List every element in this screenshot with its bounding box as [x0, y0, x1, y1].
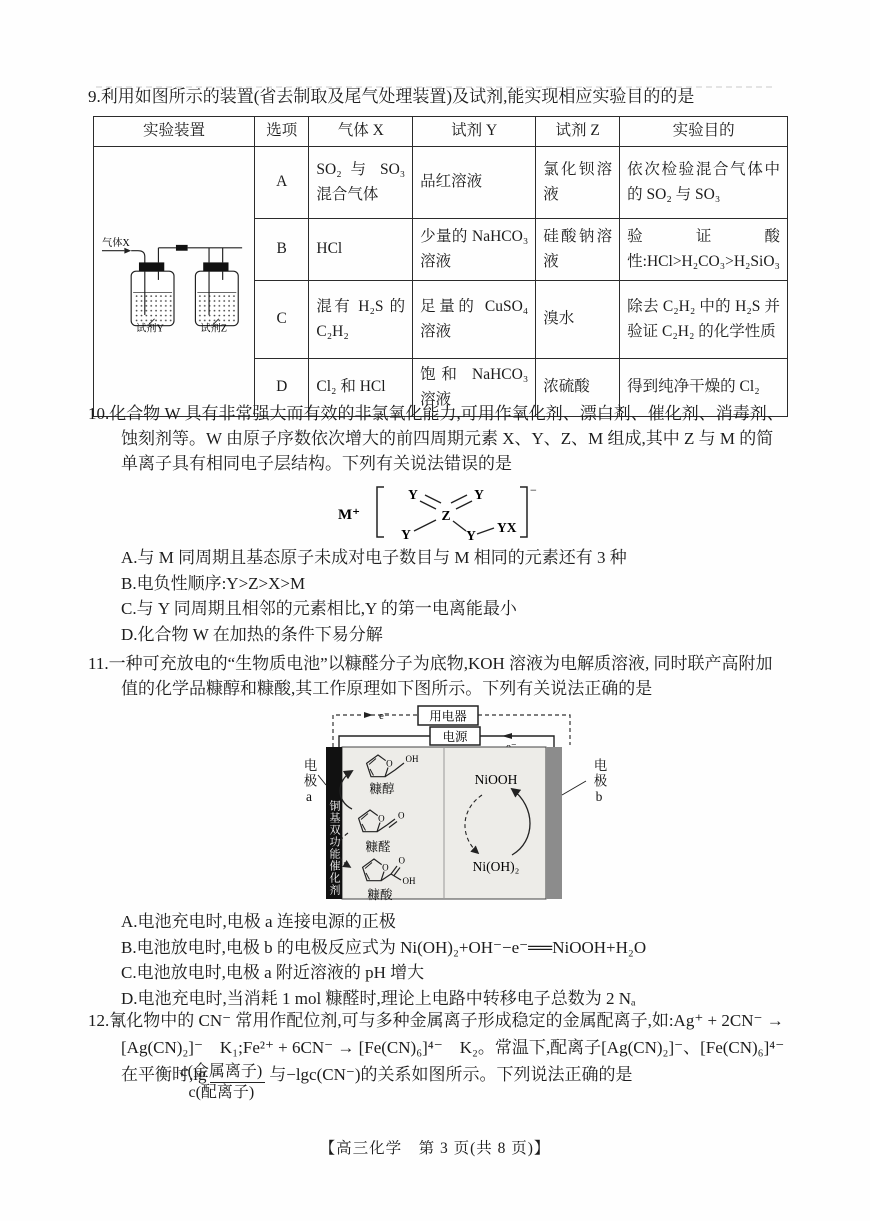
inlet-pipe: [131, 251, 145, 265]
oxygen-atom: O: [382, 862, 389, 873]
question-10: [88, 401, 788, 647]
q10-number: 10.: [88, 404, 110, 423]
q11-option-c: C.电池放电时,电极 a 附近溶液的 pH 增大: [121, 963, 425, 982]
right-bracket: [520, 487, 527, 537]
double-bond-left: [420, 501, 436, 509]
q9-a-gas: SO₂ 与 SO₃ 混合气体: [309, 147, 413, 219]
q10-structure-figure: [333, 479, 548, 543]
electron-label-left: e⁻: [379, 710, 390, 722]
oxygen-atom: O: [386, 758, 393, 769]
nioh2-label: Ni(OH)₂: [472, 859, 520, 874]
q11-option-a: A.电池充电时,电极 a 连接电源的正极: [121, 912, 396, 931]
atom-y-bottom-left: Y: [401, 527, 411, 542]
q11-options: [121, 909, 788, 1011]
battery-diagram: [300, 705, 610, 905]
atom-z-center: Z: [441, 508, 451, 523]
q9-col-purpose: 实验目的: [620, 117, 788, 147]
q9-b-option: B: [255, 219, 309, 281]
q9-c-gas: 混有 H₂S 的 C₂H₂: [309, 281, 413, 359]
q10-option-b: B.电负性顺序:Y>Z>X>M: [121, 573, 306, 593]
q9-b-purpose: 验证酸性:HCl>H₂CO₃>H₂SiO₃: [620, 219, 788, 281]
electrode-b-bar: [546, 747, 562, 899]
q11-option-d: D.电池充电时,当消耗 1 mol 糠醛时,理论上电路中转移电子总数为 2 Nₐ: [121, 988, 636, 1008]
left-bracket: [377, 487, 384, 537]
q10-stem: 10.化合物 W 具有非常强大而有效的非氯氧化能力,可用作氧化剂、漂白剂、催化剂、消毒剂、蚀刻剂等。W 由原子序数依次增大的前四周期元素 X、Y、Z、M 组成,其中 Z 与 M 的简单离子具有相同电子层结构。下列有关说法错误的是: [88, 404, 784, 473]
q9-b-reagent-z: 硅酸钠溶液: [536, 219, 620, 281]
atom-y-top-left: Y: [408, 487, 418, 502]
q9-col-reagent-z: 试剂 Z: [536, 117, 620, 147]
q9-col-option: 选项: [255, 117, 309, 147]
oxygen-atom: O: [378, 813, 385, 824]
question-11: [88, 651, 788, 1011]
question-9: [88, 84, 788, 417]
q9-d-reagent-y: 饱和 NaHCO₃ 溶液: [413, 359, 536, 417]
furoic-acid-label: 糠酸: [367, 888, 393, 902]
q9-stem: 9.利用如图所示的装置(省去制取及尾气处理装置)及试剂,能实现相应实验目的的是: [88, 87, 695, 106]
q9-d-purpose: 得到纯净干燥的 Cl₂: [620, 359, 788, 417]
q9-a-reagent-y: 品红溶液: [413, 147, 536, 219]
question-12: [88, 1007, 788, 1103]
q9-d-gas: Cl₂ 和 HCl: [309, 359, 413, 417]
fraction-numerator: c(金属离子): [180, 1062, 263, 1080]
bond-y-yx: [477, 528, 494, 534]
q11-number: 11.: [88, 654, 109, 673]
niooh-label: NiOOH: [474, 772, 518, 787]
reagent-y-label: 试剂Y: [136, 323, 164, 335]
group-yx: YX: [497, 520, 517, 535]
bottle-1-liquid: [133, 293, 172, 324]
carboxyl-oxygen: O: [398, 855, 405, 866]
load-label: 用电器: [429, 709, 467, 724]
q11-option-b: B.电池放电时,电极 b 的电极反应式为 Ni(OH)₂+OH⁻−e⁻══NiOOH+H₂O: [121, 937, 647, 957]
load-wire-left: [333, 715, 418, 747]
q9-apparatus-cell: [94, 147, 255, 417]
atom-y-top-right: Y: [474, 487, 484, 502]
furfuryl-alcohol-label: 糠醇: [369, 782, 395, 796]
q9-table: [93, 116, 788, 417]
q9-a-option: A: [255, 147, 309, 219]
q9-col-reagent-y: 试剂 Y: [413, 117, 536, 147]
furfural-label: 糠醛: [365, 840, 391, 854]
fraction-denominator: c(配离子): [210, 1082, 265, 1103]
q9-col-gas: 气体 X: [309, 117, 413, 147]
q11-stem: 11.一种可充放电的“生物质电池”以糠醛分子为底物,KOH 溶液为电解质溶液, 同时联产高附加值的化学品糠醇和糠酸,其工作原理如下图所示。下列有关说法正确的是: [88, 654, 773, 698]
q12-fraction: [180, 1062, 265, 1103]
q9-c-purpose: 除去 C₂H₂ 中的 H₂S 并验证 C₂H₂ 的化学性质: [620, 281, 788, 359]
q9-table-header-row: [94, 117, 788, 147]
q9-c-reagent-y: 足量的 CuSO₄ 溶液: [413, 281, 536, 359]
electrode-a-label: 电极a: [301, 758, 317, 806]
q12-number: 12.: [88, 1011, 110, 1030]
single-bond-left: [414, 520, 436, 531]
q10-option-c: C.与 Y 同周期且相邻的元素相比,Y 的第一电离能最小: [121, 599, 517, 618]
reagent-z-label: 试剂Z: [200, 323, 227, 335]
electrode-b-pointer: [562, 781, 586, 795]
source-wire-left: [339, 736, 430, 747]
q10-option-d: D.化合物 W 在加热的条件下易分解: [121, 624, 383, 644]
q9-c-reagent-z: 溴水: [536, 281, 620, 359]
electrode-a-pointer: [318, 775, 326, 785]
power-label: 电源: [442, 730, 468, 744]
battery-diagram-svg: [300, 705, 610, 905]
q9-b-gas: HCl: [309, 219, 413, 281]
electron-arrowhead-left: [364, 712, 373, 718]
q10-option-a: A.与 M 同周期且基态原子未成对电子数目与 M 相同的元素还有 3 种: [121, 548, 627, 567]
gas-x-label: 气体X: [101, 237, 130, 249]
gas-washing-apparatus: [101, 220, 247, 334]
carboxyl-hydroxyl: OH: [402, 876, 416, 886]
bottle-2-liquid: [197, 293, 236, 324]
q9-col-apparatus: 实验装置: [94, 117, 255, 147]
pipe-connector: [176, 245, 188, 251]
source-wire-right: [480, 736, 554, 747]
q10-options: [121, 545, 788, 647]
carbonyl-oxygen: O: [398, 810, 405, 821]
catalyst-label: 铜基双功能催化剂: [328, 800, 340, 896]
single-bond-right: [453, 521, 466, 531]
q12-stem: 12.氰化物中的 CN⁻ 常用作配位剂,可与多种金属离子形成稳定的金属配离子,如:Ag⁺ + 2CN⁻ → [Ag(CN)₂]⁻ K₁;Fe²⁺ + 6CN⁻ → [Fe(CN)₆]⁴⁻ K₂。常温下,配离子[Ag(CN)₂]⁻、[Fe(CN)₆]⁴⁻ 在平衡时,lg $\frac{\text{c(金属离子)}}{\text{c(配离子)}}$ 与−lgc(CN⁻)的关系如图所示。下列说法正确的是: [88, 1011, 785, 1101]
q9-a-purpose: 依次检验混合气体中的 SO₂ 与 SO₃: [620, 147, 788, 219]
q9-row-a: [94, 147, 788, 219]
q9-b-reagent-y: 少量的 NaHCO₃ 溶液: [413, 219, 536, 281]
load-wire-right: [478, 715, 570, 745]
q9-d-reagent-z: 浓硫酸: [536, 359, 620, 417]
bottle-2-stopper: [203, 262, 228, 271]
atom-y-bottom-right: Y: [466, 528, 476, 543]
electron-arrowhead-right: [502, 733, 512, 739]
hydroxyl-group: OH: [405, 754, 419, 764]
bottle-1-stopper: [139, 262, 164, 271]
q9-d-option: D: [255, 359, 309, 417]
q9-a-reagent-z: 氯化钡溶液: [536, 147, 620, 219]
cation-label: M⁺: [338, 507, 361, 523]
q9-number: 9.: [88, 87, 101, 106]
page-footer: 【高三化学 第 3 页(共 8 页)】: [319, 1140, 551, 1157]
q9-c-option: C: [255, 281, 309, 359]
electrode-b-label: 电极b: [591, 758, 607, 806]
double-bond-right: [456, 501, 472, 509]
charge-label: −: [530, 483, 537, 497]
